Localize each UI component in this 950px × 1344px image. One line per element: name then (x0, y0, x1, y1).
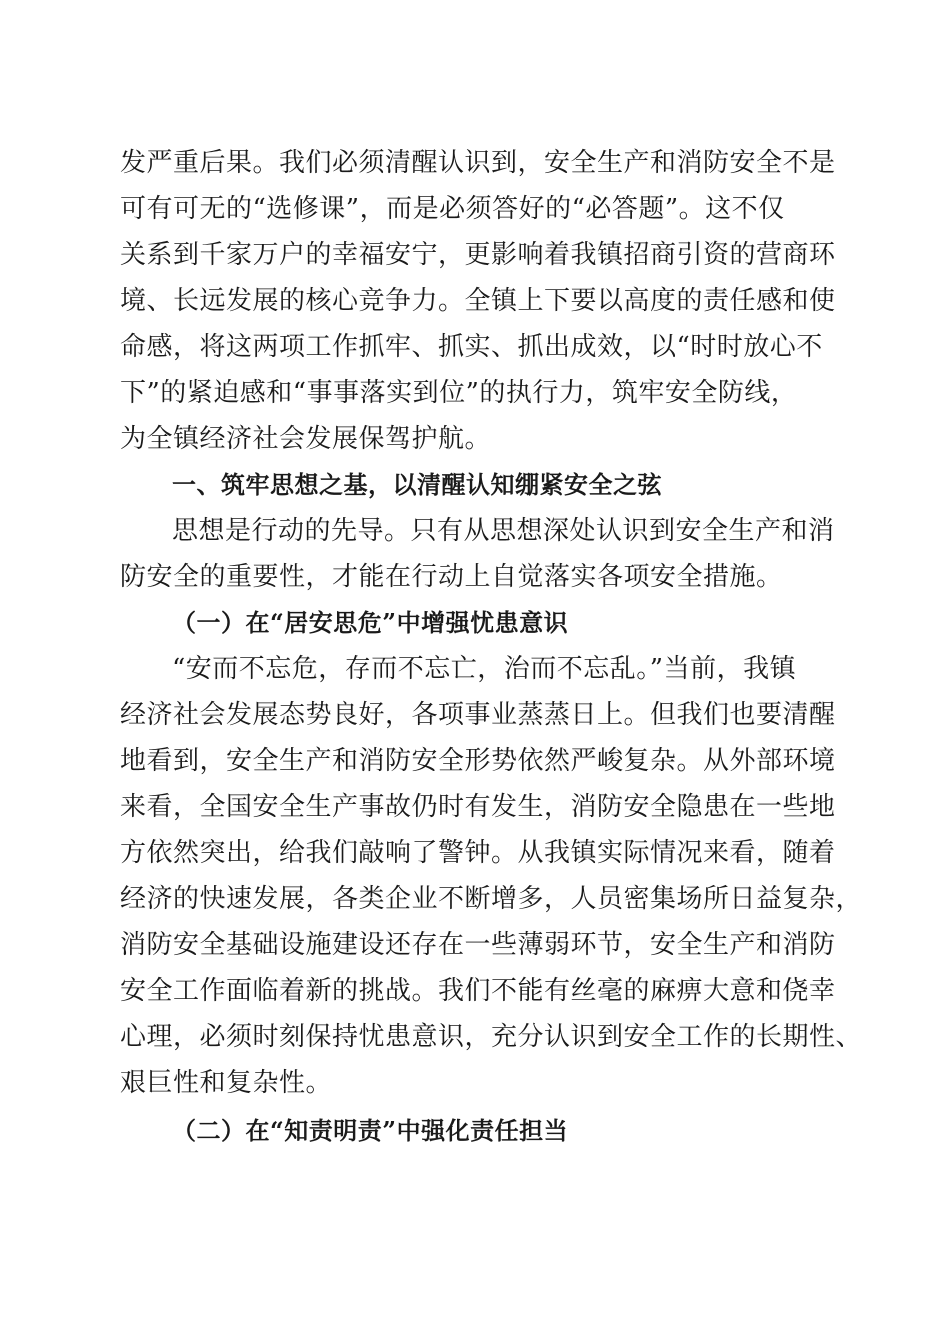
paragraph-line: 来看，全国安全生产事故仍时有发生，消防安全隐患在一些地 (120, 792, 836, 822)
paragraph-line: 发严重后果。我们必须清醒认识到，安全生产和消防安全不是 (120, 148, 836, 178)
paragraph-line: 防安全的重要性，才能在行动上自觉落实各项安全措施。 (120, 562, 783, 592)
paragraph-line: 经济的快速发展，各类企业不断增多，人员密集场所日益复杂， (120, 884, 863, 914)
paragraph-line: 心理，必须时刻保持忧患意识，充分认识到安全工作的长期性、 (120, 1022, 863, 1052)
paragraph-line: 地看到，安全生产和消防安全形势依然严峻复杂。从外部环境 (120, 746, 836, 776)
paragraph-line: 经济社会发展态势良好，各项事业蒸蒸日上。但我们也要清醒 (120, 700, 836, 730)
paragraph-line: 境、长远发展的核心竞争力。全镇上下要以高度的责任感和使 (120, 286, 836, 316)
paragraph-line: 下”的紧迫感和“事事落实到位”的执行力，筑牢安全防线， (120, 378, 798, 408)
paragraph-line: 安全工作面临着新的挑战。我们不能有丝毫的麻痹大意和侥幸 (120, 976, 836, 1006)
subsection-heading-2: （二）在“知责明责”中强化责任担当 (172, 1116, 569, 1145)
paragraph-line: 可有可无的“选修课”，而是必须答好的“必答题”。这不仅 (120, 194, 785, 224)
paragraph-line: “安而不忘危，存而不忘亡，治而不忘乱。”当前，我镇 (172, 654, 797, 684)
paragraph-line: 关系到千家万户的幸福安宁，更影响着我镇招商引资的营商环 (120, 240, 836, 270)
section-heading-1: 一、筑牢思想之基，以清醒认知绷紧安全之弦 (172, 471, 662, 499)
paragraph-line: 方依然突出，给我们敲响了警钟。从我镇实际情况来看，随着 (120, 838, 836, 868)
paragraph-line: 思想是行动的先导。只有从思想深处认识到安全生产和消 (172, 516, 835, 546)
paragraph-line: 命感，将这两项工作抓牢、抓实、抓出成效，以“时时放心不 (120, 332, 823, 362)
paragraph-line: 为全镇经济社会发展保驾护航。 (120, 424, 492, 454)
paragraph-line: 消防安全基础设施建设还存在一些薄弱环节，安全生产和消防 (120, 930, 836, 960)
subsection-heading-1: （一）在“居安思危”中增强忧患意识 (172, 608, 569, 637)
paragraph-line: 艰巨性和复杂性。 (120, 1068, 333, 1098)
